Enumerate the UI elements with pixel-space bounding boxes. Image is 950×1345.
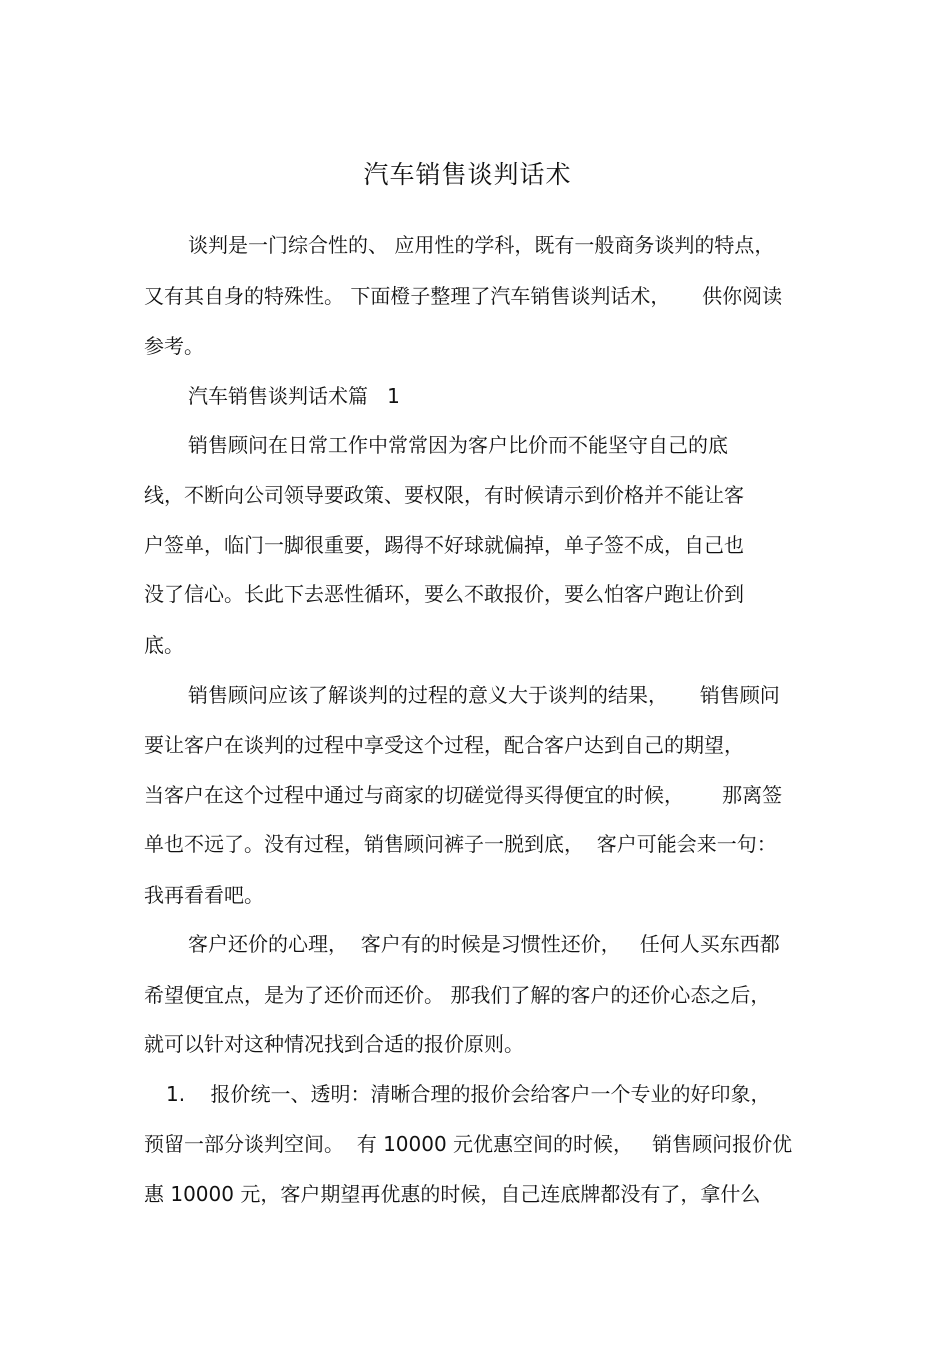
paragraph-line: 单也不远了。没有过程，销售顾问裤子一脱到底， 客户可能会来一句： <box>144 832 777 856</box>
paragraph-line: 销售顾问应该了解谈判的过程的意义大于谈判的结果， 销售顾问 <box>188 683 780 707</box>
paragraph-line: 我再看看吧。 <box>144 883 264 907</box>
paragraph-line: 线，不断向公司领导要政策、要权限，有时候请示到价格并不能让客 <box>144 483 744 507</box>
numbered-item-line: 1. 报价统一、透明：清晰合理的报价会给客户一个专业的好印象， <box>166 1082 771 1106</box>
paragraph-line: 底。 <box>144 633 184 657</box>
paragraph-line: 销售顾问在日常工作中常常因为客户比价而不能坚守自己的底 <box>188 433 728 457</box>
paragraph-line: 预留一部分谈判空间。 有 10000 元优惠空间的时候， 销售顾问报价优 <box>144 1132 793 1156</box>
section-heading: 汽车销售谈判话术篇 1 <box>188 384 400 408</box>
document-title: 汽车销售谈判话术 <box>363 160 572 189</box>
paragraph-line: 参考。 <box>144 334 204 358</box>
paragraph-line: 就可以针对这种情况找到合适的报价原则。 <box>144 1032 524 1056</box>
paragraph-line: 户签单，临门一脚很重要，踢得不好球就偏掉，单子签不成，自己也 <box>144 533 744 557</box>
paragraph-line: 惠 10000 元，客户期望再优惠的时候，自己连底牌都没有了，拿什么 <box>144 1182 761 1206</box>
paragraph-line: 谈判是一门综合性的、 应用性的学科，既有一般商务谈判的特点， <box>188 233 775 257</box>
paragraph-line: 又有其自身的特殊性。 下面橙子整理了汽车销售谈判话术， 供你阅读 <box>144 284 783 308</box>
paragraph-line: 希望便宜点，是为了还价而还价。 那我们了解的客户的还价心态之后， <box>144 983 771 1007</box>
paragraph-line: 客户还价的心理， 客户有的时候是习惯性还价， 任何人买东西都 <box>188 932 780 956</box>
paragraph-line: 当客户在这个过程中通过与商家的切磋觉得买得便宜的时候， 那离签 <box>144 783 783 807</box>
paragraph-line: 要让客户在谈判的过程中享受这个过程，配合客户达到自己的期望， <box>144 733 744 757</box>
paragraph-line: 没了信心。长此下去恶性循环，要么不敢报价，要么怕客户跑让价到 <box>144 582 744 606</box>
